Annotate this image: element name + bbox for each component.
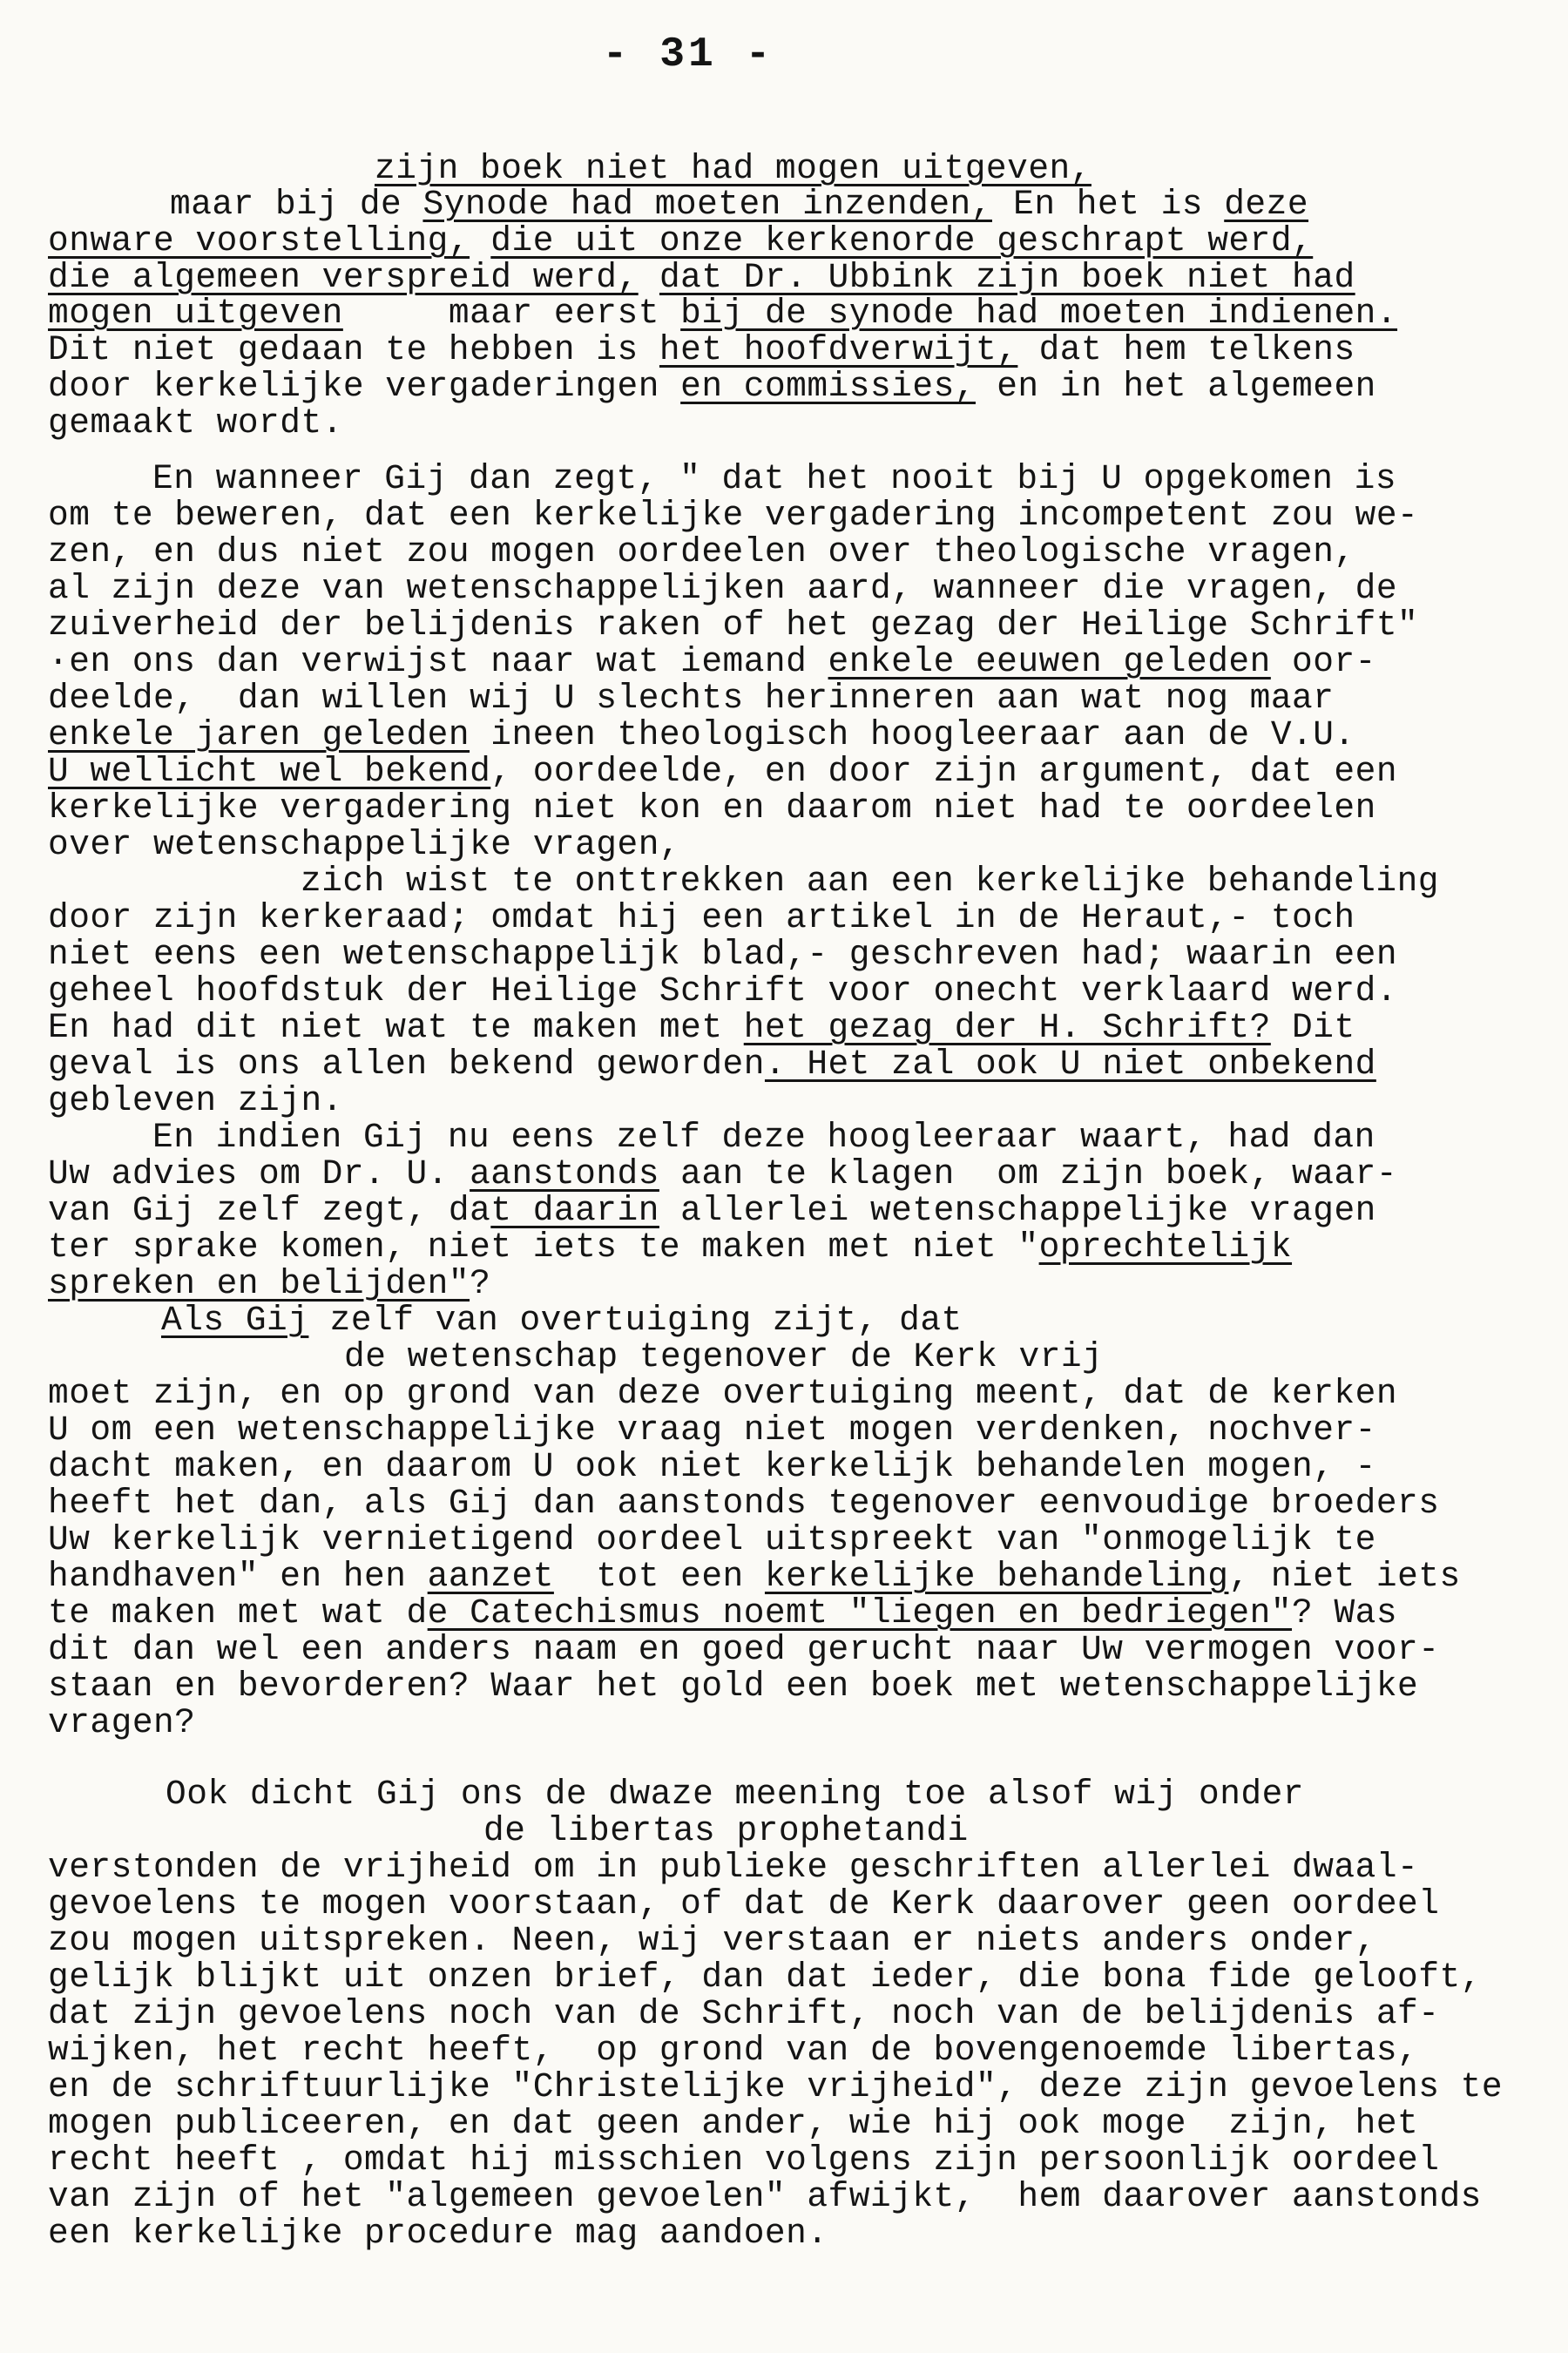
text-line [48,497,1418,535]
text-line [48,1958,1482,1997]
line-text: Dit niet gedaan te hebben is [48,330,659,369]
line-text: de libertas prophetandi [483,1811,969,1850]
line-text: Uw kerkelijk vernietigend oordeel uitspreekt van "onmogelijk te [48,1520,1376,1559]
text-line [375,150,1092,188]
line-text: , niet iets [1228,1557,1461,1596]
text-line [48,606,1418,645]
text-line [48,331,1355,369]
line-text: mogen publiceeren, en dat geen ander, wie hij ook moge zijn, het [48,2104,1419,2143]
page-number: - 31 - [602,31,774,78]
underlined-text: bij de synode had moeten indienen. [680,294,1398,333]
text-line [48,972,1397,1011]
text-line [48,1375,1397,1413]
line-text: dat zijn gevoelens noch van de Schrift, noch van de belijdenis af- [48,1994,1440,2033]
line-text: door zijn kerkeraad; omdat hij een artikel in de Heraut,- toch [48,898,1355,937]
line-text: dit dan wel een anders naam en goed gerucht naar Uw vermogen voor- [48,1630,1440,1669]
line-text: En had dit niet wat te maken met [48,1008,744,1047]
text-line [48,1228,1292,1267]
line-text: zuiverheid der belijdenis raken of het gezag der Heilige Schrift" [48,605,1419,645]
line-text: zelf van overtuiging zijt, dat [308,1301,963,1340]
underlined-text: kerkelijke behandeling [764,1557,1229,1596]
line-text: van Gij zelf zegt, da [48,1191,491,1230]
line-text: U om een wetenschappelijke vraag niet mogen verdenken, nochver- [48,1410,1376,1450]
text-line [48,1411,1376,1450]
underlined-text: zijn boek niet had mogen uitgeven, [375,149,1092,188]
line-text: tot een [553,1557,765,1596]
line-text: , oordeelde, en door zijn argument, dat een [490,752,1398,791]
text-line [48,680,1334,718]
text-line [48,570,1397,608]
text-line [48,368,1376,406]
text-line [166,1775,1304,1814]
line-text: gevoelens te mogen voorstaan, of dat de Kerk daarover geen oordeel [48,1884,1440,1924]
text-line [48,1009,1355,1047]
line-text: en de schriftuurlijke "Christelijke vrijheid", deze zijn gevoelens te [48,2067,1504,2106]
line-text: de wetenschap tegenover de Kerk vrij [344,1337,1104,1376]
underlined-text: t daarin [490,1191,659,1230]
line-text: zou mogen uitspreken. Neen, wij verstaan er niets anders onder, [48,1921,1376,1960]
text-line [48,294,1397,333]
line-text: allerlei wetenschappelijke vragen [659,1191,1376,1230]
text-line [48,1558,1461,1596]
line-text: recht heeft , omdat hij misschien volgens zijn persoonlijk oordeel [48,2140,1440,2180]
underlined-text: die algemeen verspreid werd, [48,258,639,297]
text-line [170,186,1308,224]
line-text: deelde, dan willen wij U slechts herinneren aan wat nog maar [48,679,1335,718]
underlined-text: enkele jaren geleden [48,715,470,754]
text-line [48,1192,1376,1230]
line-text: handhaven" en hen [48,1557,428,1596]
text-line [48,936,1397,974]
text-line [48,222,1313,260]
text-line [48,2141,1439,2180]
line-text: kerkelijke vergadering niet kon en daarom niet had te oordeelen [48,788,1376,828]
text-line [48,1922,1376,1960]
line-text: Uw advies om Dr. U. [48,1154,470,1193]
text-line [48,2178,1482,2216]
text-line [48,1265,490,1303]
text-line [301,862,1439,901]
text-line [48,1082,343,1120]
text-line [152,1119,1375,1157]
line-text [470,221,490,260]
underlined-text: oprechtelijk [1038,1227,1293,1267]
text-line [48,2068,1503,2106]
text-line [48,826,680,864]
line-text: wijken, het recht heeft, op grond van de bovengenoemde libertas, [48,2031,1419,2070]
text-line [48,716,1355,754]
text-line [48,1704,195,1742]
line-text: En wanneer Gij dan zegt, " dat het nooit bij U opgekomen is [152,459,1397,498]
line-text: van zijn of het "algemeen gevoelen" afwijkt, hem daarover aanstonds [48,2177,1482,2216]
text-line [48,404,343,443]
line-text: over wetenschappelijke vragen, [48,825,681,864]
line-text: heeft het dan, als Gij dan aanstonds tegenover eenvoudige broeders [48,1484,1440,1523]
underlined-text: die uit onze kerkenorde geschrapt werd, [490,221,1314,260]
line-text: gebleven zijn. [48,1081,343,1120]
underlined-text: Als Gij [161,1301,309,1340]
text-line [344,1338,1103,1376]
line-text: ineen theologisch hoogleeraar aan de V.U. [470,715,1355,754]
line-text: ·en ons dan verwijst naar wat iemand [48,642,828,681]
text-line [48,533,1355,571]
line-text: verstonden de vrijheid om in publieke geschriften allerlei dwaal- [48,1848,1419,1887]
line-text: dat hem telkens [1017,330,1355,369]
line-text: Ook dicht Gij ons de dwaze meening toe alsof wij onder [166,1775,1305,1814]
line-text: maar bij de [170,185,423,224]
line-text: een kerkelijke procedure mag aandoen. [48,2214,828,2253]
line-text: zen, en dus niet zou mogen oordeelen over theologische vragen, [48,532,1355,571]
underlined-text: . Het zal ook U niet onbekend [764,1045,1376,1084]
text-line [48,1045,1376,1084]
line-text: en in het algemeen [975,367,1376,406]
text-line [48,2032,1418,2070]
underlined-text: deze [1224,185,1309,224]
line-text: geval is ons allen bekend geworden [48,1045,765,1084]
line-text: dacht maken, en daarom U ook niet kerkelijk behandelen mogen, - [48,1447,1376,1486]
line-text: oor- [1270,642,1376,681]
line-text: ? [470,1264,491,1303]
line-text: te maken met wat d [48,1593,428,1633]
line-text: moet zijn, en op grond van deze overtuiging meent, dat de kerken [48,1374,1398,1413]
underlined-text: spreken en belijden" [48,1264,470,1303]
underlined-text: Synode had moeten inzenden, [422,185,992,224]
line-text: door kerkelijke vergaderingen [48,367,681,406]
underlined-text: e Catechismus noemt "liegen en bedriegen" [427,1593,1293,1633]
text-line [48,753,1397,791]
line-text: staan en bevorderen? Waar het gold een boek met wetenschappelijke [48,1667,1419,1706]
underlined-text: aanzet [427,1557,554,1596]
line-text: niet eens een wetenschappelijk blad,- geschreven had; waarin een [48,935,1398,974]
underlined-text: dat Dr. Ubbink zijn boek niet had [659,258,1355,297]
text-line [48,1155,1397,1193]
text-line [48,899,1355,937]
line-text: Dit [1270,1008,1355,1047]
line-text: zich wist te onttrekken aan een kerkelijke behandeling [301,862,1440,901]
text-line [48,1849,1418,1887]
text-line [48,789,1376,828]
text-line [48,2214,828,2253]
underlined-text: U wellicht wel bekend [48,752,491,791]
text-line [48,643,1376,681]
text-line [48,1885,1439,1924]
text-line [48,1594,1397,1633]
underlined-text: enkele eeuwen geleden [828,642,1271,681]
underlined-text: het gezag der H. Schrift? [743,1008,1271,1047]
underlined-text: het hoofdverwijt, [659,330,1018,369]
text-line [48,1448,1376,1486]
text-line [48,1667,1418,1706]
line-text [639,258,659,297]
line-text: gelijk blijkt uit onzen brief, dan dat ieder, die bona fide gelooft, [48,1957,1482,1997]
line-text: vragen? [48,1703,196,1742]
text-line [152,460,1396,498]
text-line [48,2105,1418,2143]
line-text: maar eerst [342,294,681,333]
text-line [483,1812,969,1850]
underlined-text: aanstonds [470,1154,659,1193]
underlined-text: onware voorstelling, [48,221,470,260]
line-text: ? Was [1292,1593,1398,1633]
underlined-text: en commissies, [680,367,976,406]
text-line [161,1302,963,1340]
line-text: En het is [991,185,1225,224]
text-line [48,259,1355,297]
line-text: om te beweren, dat een kerkelijke vergadering incompetent zou we- [48,496,1419,535]
line-text: al zijn deze van wetenschappelijken aard, wanneer die vragen, de [48,569,1398,608]
text-line [48,1631,1439,1669]
text-line [48,1484,1439,1523]
line-text: ter sprake komen, niet iets te maken met niet " [48,1227,1039,1267]
text-line [48,1521,1376,1559]
line-text: geheel hoofdstuk der Heilige Schrift voor onecht verklaard werd. [48,971,1398,1011]
line-text: En indien Gij nu eens zelf deze hoogleeraar waart, had dan [152,1118,1375,1157]
line-text: gemaakt wordt. [48,403,343,443]
line-text: aan te klagen om zijn boek, waar- [659,1154,1398,1193]
underlined-text: mogen uitgeven [48,294,343,333]
text-line [48,1995,1439,2033]
